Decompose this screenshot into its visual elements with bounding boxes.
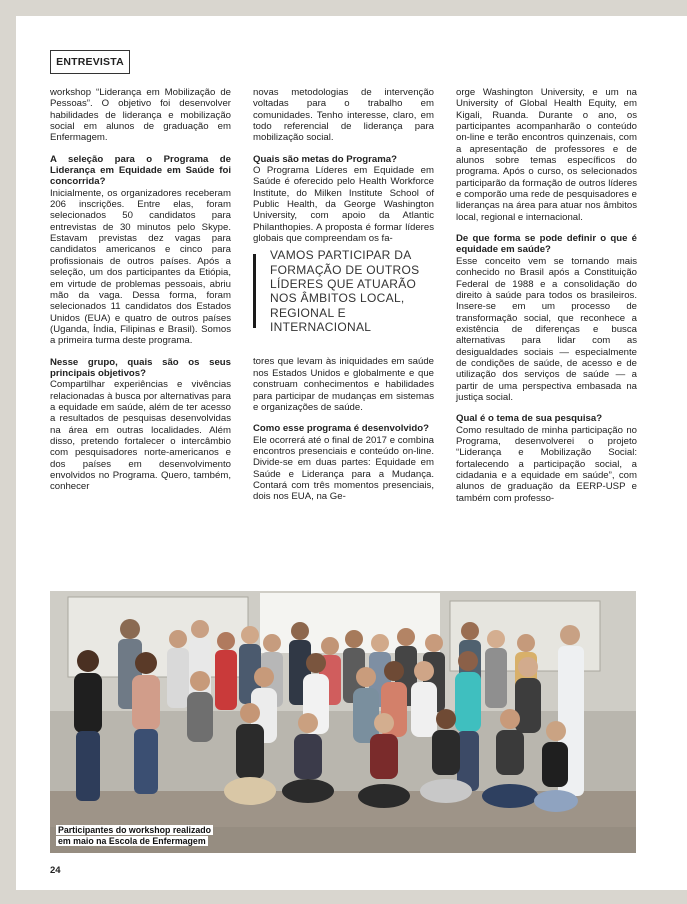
caption-line: em maio na Escola de Enfermagem (58, 836, 206, 846)
paragraph: Esse conceito vem se tornando mais conhecido no Brasil após a Constituição Federal de 1988 e a consolidação do direito à saúde para todos os brasileiros. Insere-se em um processo de transformação social, que reconhece a existência de diferenças e busca alternativas para lidar com as desigualdades sociais — especialmente de condições de saúde, de acesso e de utilização dos serviços de saúde — a partir de uma perspectiva embasada na justiça social. (456, 255, 637, 403)
paragraph: O Programa Líderes em Equidade em Saúde é oferecido pelo Health Workforce Institute, do Milken Institute School of Public Health, da George Washington University, com apoio da Atlantic Philanthopies. A proposta é formar líderes globais que compreendam os fa- (253, 165, 434, 245)
paragraph: Inicialmente, os organizadores receberam 206 inscrições. Entre elas, foram selecionados 50 candidatos para entrevistas de 30 minutos pelo Skype. Estavam previstas dez vagas para candidatos americanos e cinco para profissionais de outros países. Após a seleção, um dos participantes da Etiópia, em virtude de problemas pessoais, abriu mão da vaga. Dessa forma, foram selecionados 11 candidatos dos Estados Unidos (EUA) e quatro de outros países (Uganda, Índia, Filipinas e Brasil). Somos a primeira turma deste programa. (50, 187, 231, 347)
article-column-1 (50, 87, 231, 493)
group-photo (50, 591, 636, 853)
magazine-page (16, 16, 687, 890)
photo-caption (56, 825, 256, 847)
paragraph: orge Washington University, e um na University of Global Health Equity, em Kigali, Ruanda. Durante o ano, os participantes acompanharão o conteúdo on-line e terão encontros quinzenais, com a apresentação de professores e de alunos sobre temas específicos do programa. Após o curso, os selecionados participarão da formação de outros líderes e comporão uma rede de pesquisadores e lideranças na área para atuar nos âmbitos local, regional e internacional. (456, 87, 637, 223)
interview-question: Como esse programa é desenvolvido? (253, 423, 429, 435)
paragraph: workshop “Liderança em Mobilização de Pessoas”. O objetivo foi desenvolver habilidades de liderança e mobilização social em alunos de graduação em Enfermagem. (50, 87, 231, 144)
paragraph: Compartilhar experiências e vivências relacionadas à busca por alternativas para a equidade em saúde, além de ter acesso a resultados de pesquisas desenvolvidas na área em outras localidades. Além disso, pretendo fortalecer o intercâmbio com pesquisadores norte-americanos e dos países em desenvolvimento envolvidos no Programa. Quero, também, conhecer (50, 379, 231, 493)
article-column-3 (456, 87, 637, 504)
page-number: 24 (50, 865, 61, 876)
paragraph: Como resultado de minha participação no Programa, desenvolverei o projeto “Liderança e Mobilização Social: fortalecendo a participação social, a cidadania e a equidade em saúde”, com alunos de graduação da EERP-USP e também com professo- (456, 424, 637, 504)
interview-question: Quais são metas do Programa? (253, 153, 397, 165)
paragraph: Ele ocorrerá até o final de 2017 e combina encontros presenciais e conteúdo on-line. Divide-se em duas partes: Equidade em Saúde e Liderança para a Mudança. Contará com três momentos presenciais, dois nos EUA, na Ge- (253, 434, 434, 503)
interview-question: De que forma se pode definir o que é equidade em saúde? (456, 233, 637, 256)
interview-question: A seleção para o Programa de Liderança em Equidade em Saúde foi concorrida? (50, 153, 231, 188)
caption-line: Participantes do workshop realizado (58, 825, 212, 835)
paragraph: tores que levam às iniquidades em saúde nos Estados Unidos e globalmente e que construam conhecimentos e habilidades para participar de mudanças em sistemas e organizações de saúde. (253, 356, 434, 413)
paragraph: novas metodologias de intervenção voltadas para o trabalho em comunidades. Tenho interesse, claro, em todo referencial de liderança para mobilização social. (253, 87, 434, 144)
interview-question: Nesse grupo, quais são os seus principais objetivos? (50, 356, 231, 379)
pull-quote (253, 248, 434, 335)
article-column-2 (253, 87, 434, 503)
interview-question: Qual é o tema de sua pesquisa? (456, 413, 603, 425)
section-tag: ENTREVISTA (50, 50, 130, 74)
pull-quote-text: VAMOS PARTICIPAR DA FORMAÇÃO DE OUTROS LÍDERES QUE ATUARÃO NOS ÂMBITOS LOCAL, REGIONAL E INTERNACIONAL (270, 248, 420, 335)
